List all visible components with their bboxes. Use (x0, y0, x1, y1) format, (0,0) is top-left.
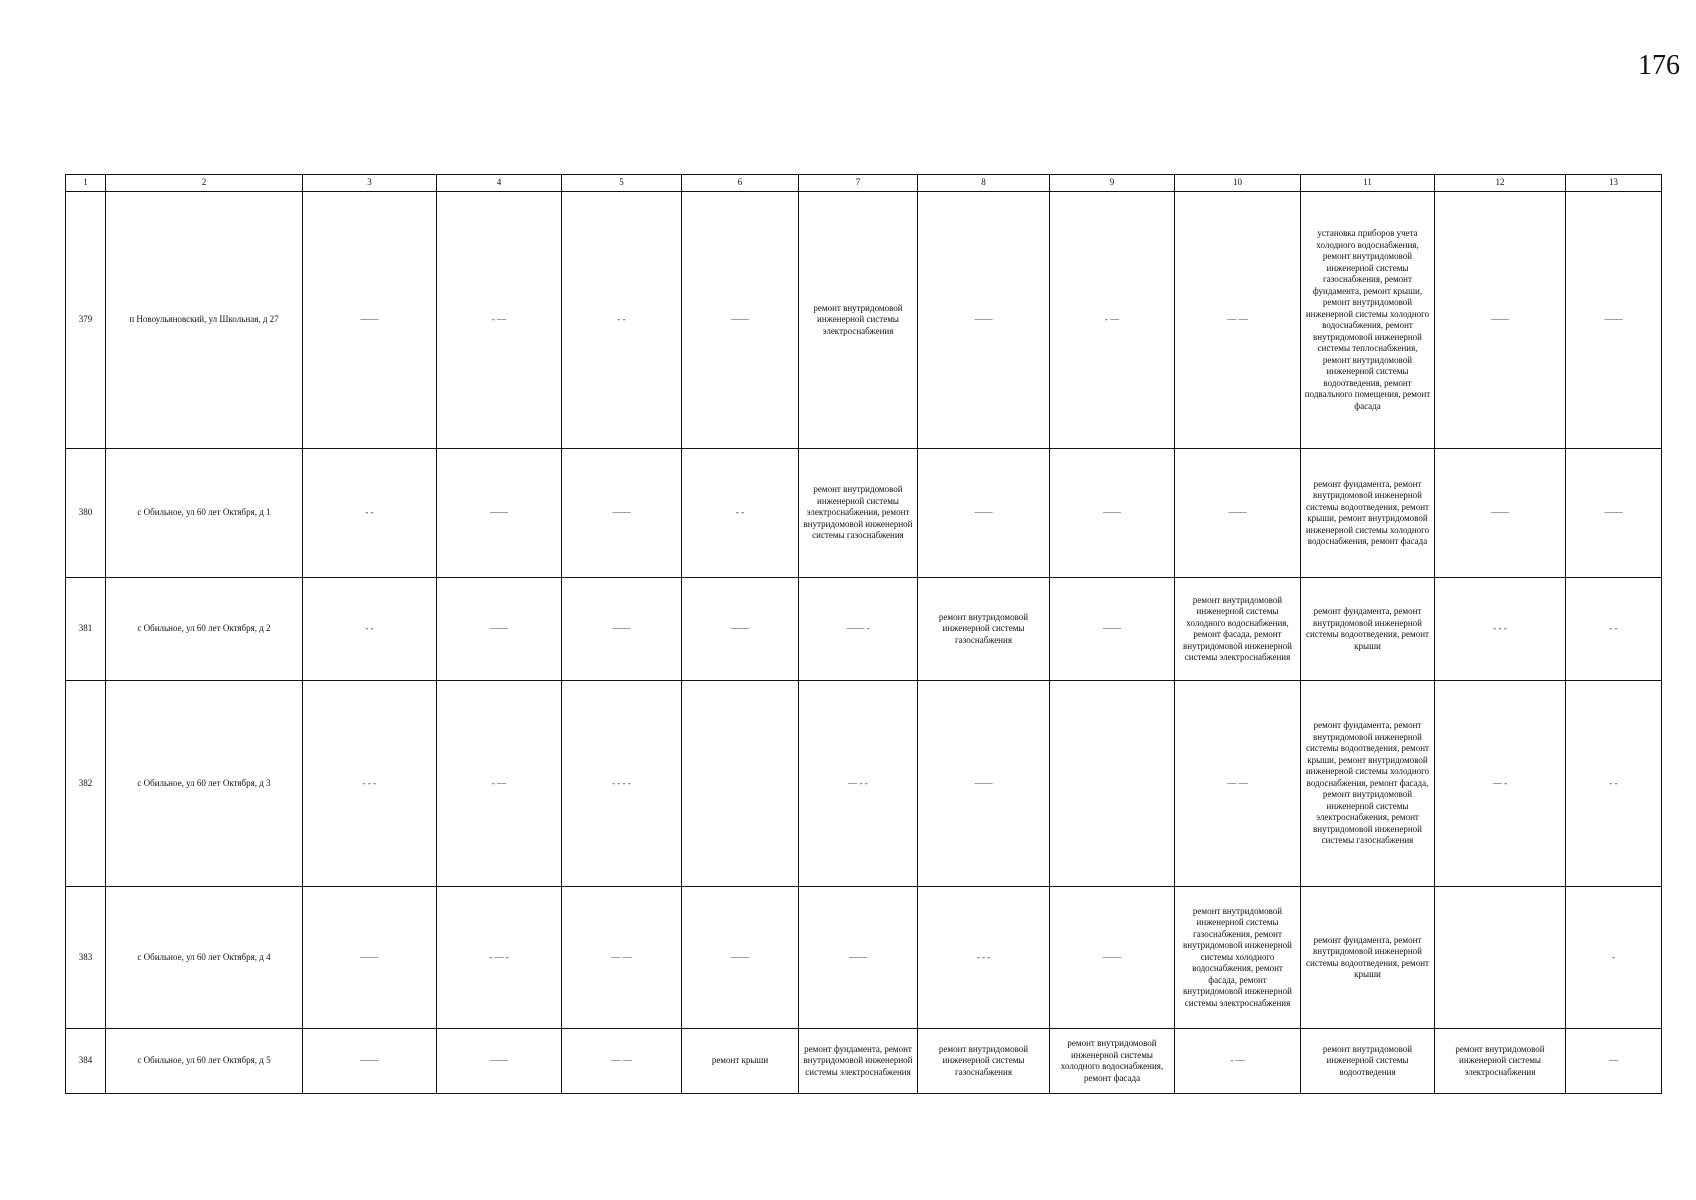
table-cell: —— (437, 578, 562, 681)
table-cell: - — (437, 192, 562, 449)
column-header: 3 (303, 175, 437, 192)
column-header: 2 (106, 175, 303, 192)
table-cell: —— (437, 449, 562, 578)
row-number: 379 (66, 192, 106, 449)
work-cell: ремонт внутридомовой инженерной системы холодного водоснабжения, ремонт фасада (1050, 1029, 1175, 1094)
table-cell: — — (1175, 681, 1301, 887)
table-cell: - (1566, 887, 1662, 1029)
row-number: 380 (66, 449, 106, 578)
table-cell: — (1566, 1029, 1662, 1094)
work-cell: ремонт фундамента, ремонт внутридомовой инженерной системы электроснабжения (799, 1029, 918, 1094)
column-header: 13 (1566, 175, 1662, 192)
table-cell: - - (562, 192, 682, 449)
table-cell: — - - (799, 681, 918, 887)
table-cell: —— (918, 192, 1050, 449)
work-cell: ремонт фундамента, ремонт внутридомовой инженерной системы водоотведения, ремонт крыши, ремонт внутридомовой инженерной системы холодного водоснабжения, ремонт фасада, ремонт внутридомовой инженерной системы электроснабжения, ремонт внутридомовой инженерной системы газоснабжения (1301, 681, 1435, 887)
row-number: 383 (66, 887, 106, 1029)
column-header: 8 (918, 175, 1050, 192)
table-cell: —— (1050, 449, 1175, 578)
table-cell: — - (1435, 681, 1566, 887)
table-header (66, 175, 1662, 192)
table-cell: — — (562, 1029, 682, 1094)
table-cell: —— (1435, 449, 1566, 578)
work-cell: ремонт внутридомовой инженерной системы электроснабжения, ремонт внутридомовой инженерной системы газоснабжения (799, 449, 918, 578)
column-header: 7 (799, 175, 918, 192)
header-row (66, 175, 1662, 192)
table-cell: - - - (303, 681, 437, 887)
address-cell: с Обильное, ул 60 лет Октября, д 3 (106, 681, 303, 887)
address-cell: с Обильное, ул 60 лет Октября, д 5 (106, 1029, 303, 1094)
column-header: 4 (437, 175, 562, 192)
work-cell: ремонт внутридомовой инженерной системы электроснабжения (799, 192, 918, 449)
work-cell: ремонт внутридомовой инженерной системы газоснабжения (918, 1029, 1050, 1094)
table-row (66, 681, 1662, 887)
table-cell: —— (1175, 449, 1301, 578)
table-cell: —— (682, 192, 799, 449)
table-cell: - — (1175, 1029, 1301, 1094)
table-row (66, 887, 1662, 1029)
table-cell (682, 681, 799, 887)
table-cell: - - - (918, 887, 1050, 1029)
table-cell: - — (1050, 192, 1175, 449)
table-cell: - - (682, 449, 799, 578)
table-cell: — — (1175, 192, 1301, 449)
table-cell (1050, 681, 1175, 887)
work-cell: ремонт фундамента, ремонт внутридомовой инженерной системы водоотведения, ремонт крыши, ремонт внутридомовой инженерной системы холодного водоснабжения, ремонт фасада (1301, 449, 1435, 578)
table-cell: - - - (1435, 578, 1566, 681)
work-cell: ремонт фундамента, ремонт внутридомовой инженерной системы водоотведения, ремонт крыши (1301, 887, 1435, 1029)
table-cell: —— (562, 578, 682, 681)
table-row (66, 578, 1662, 681)
table-row (66, 449, 1662, 578)
table-cell: —— (682, 887, 799, 1029)
table-cell (1435, 887, 1566, 1029)
table-cell: —— (682, 578, 799, 681)
column-header: 11 (1301, 175, 1435, 192)
table-cell: —— (1050, 887, 1175, 1029)
work-cell: ремонт внутридомовой инженерной системы газоснабжения (918, 578, 1050, 681)
work-cell: установка приборов учета холодного водоснабжения, ремонт внутридомовой инженерной системы газоснабжения, ремонт фундамента, ремонт крыши, ремонт внутридомовой инженерной системы холодного водоснабжения, ремонт внутридомовой инженерной системы теплоснабжения, ремонт внутридомовой инженерной системы водоотведения, ремонт подвального помещения, ремонт фасада (1301, 192, 1435, 449)
table-cell: - - (303, 578, 437, 681)
table-cell: —— - (799, 578, 918, 681)
table-cell: - — (437, 681, 562, 887)
address-cell: с Обильное, ул 60 лет Октября, д 1 (106, 449, 303, 578)
work-cell: ремонт внутридомовой инженерной системы газоснабжения, ремонт внутридомовой инженерной системы холодного водоснабжения, ремонт фасада, ремонт внутридомовой инженерной системы электроснабжения (1175, 887, 1301, 1029)
address-cell: с Обильное, ул 60 лет Октября, д 2 (106, 578, 303, 681)
table-cell: - - (1566, 578, 1662, 681)
table-cell: —— (303, 192, 437, 449)
column-header: 9 (1050, 175, 1175, 192)
column-header: 12 (1435, 175, 1566, 192)
column-header: 10 (1175, 175, 1301, 192)
table-cell: —— (1050, 578, 1175, 681)
work-cell: ремонт фундамента, ремонт внутридомовой инженерной системы водоотведения, ремонт крыши (1301, 578, 1435, 681)
table-cell: —— (303, 1029, 437, 1094)
table-cell: —— (1566, 192, 1662, 449)
row-number: 381 (66, 578, 106, 681)
table-cell: —— (918, 449, 1050, 578)
table-cell: — — (562, 887, 682, 1029)
table-row (66, 192, 1662, 449)
table-cell: —— (562, 449, 682, 578)
table-cell: —— (437, 1029, 562, 1094)
column-header: 5 (562, 175, 682, 192)
row-number: 382 (66, 681, 106, 887)
table-cell: —— (918, 681, 1050, 887)
table-cell: —— (799, 887, 918, 1029)
address-cell: п Новоульяновский, ул Школьная, д 27 (106, 192, 303, 449)
work-cell: ремонт внутридомовой инженерной системы водоотведения (1301, 1029, 1435, 1094)
table-cell: - — - (437, 887, 562, 1029)
work-cell: ремонт крыши (682, 1029, 799, 1094)
table-cell: - - (1566, 681, 1662, 887)
table-cell: —— (1435, 192, 1566, 449)
column-header: 1 (66, 175, 106, 192)
table-row (66, 1029, 1662, 1094)
table-cell: - - - - (562, 681, 682, 887)
page-number: 176 (1638, 50, 1680, 81)
row-number: 384 (66, 1029, 106, 1094)
work-cell: ремонт внутридомовой инженерной системы холодного водоснабжения, ремонт фасада, ремонт внутридомовой инженерной системы электроснабжения (1175, 578, 1301, 681)
work-cell: ремонт внутридомовой инженерной системы электроснабжения (1435, 1029, 1566, 1094)
address-cell: с Обильное, ул 60 лет Октября, д 4 (106, 887, 303, 1029)
table-cell: —— (1566, 449, 1662, 578)
table-cell: —— (303, 887, 437, 1029)
repair-schedule-table (65, 174, 1662, 1094)
column-header: 6 (682, 175, 799, 192)
table-cell: - - (303, 449, 437, 578)
